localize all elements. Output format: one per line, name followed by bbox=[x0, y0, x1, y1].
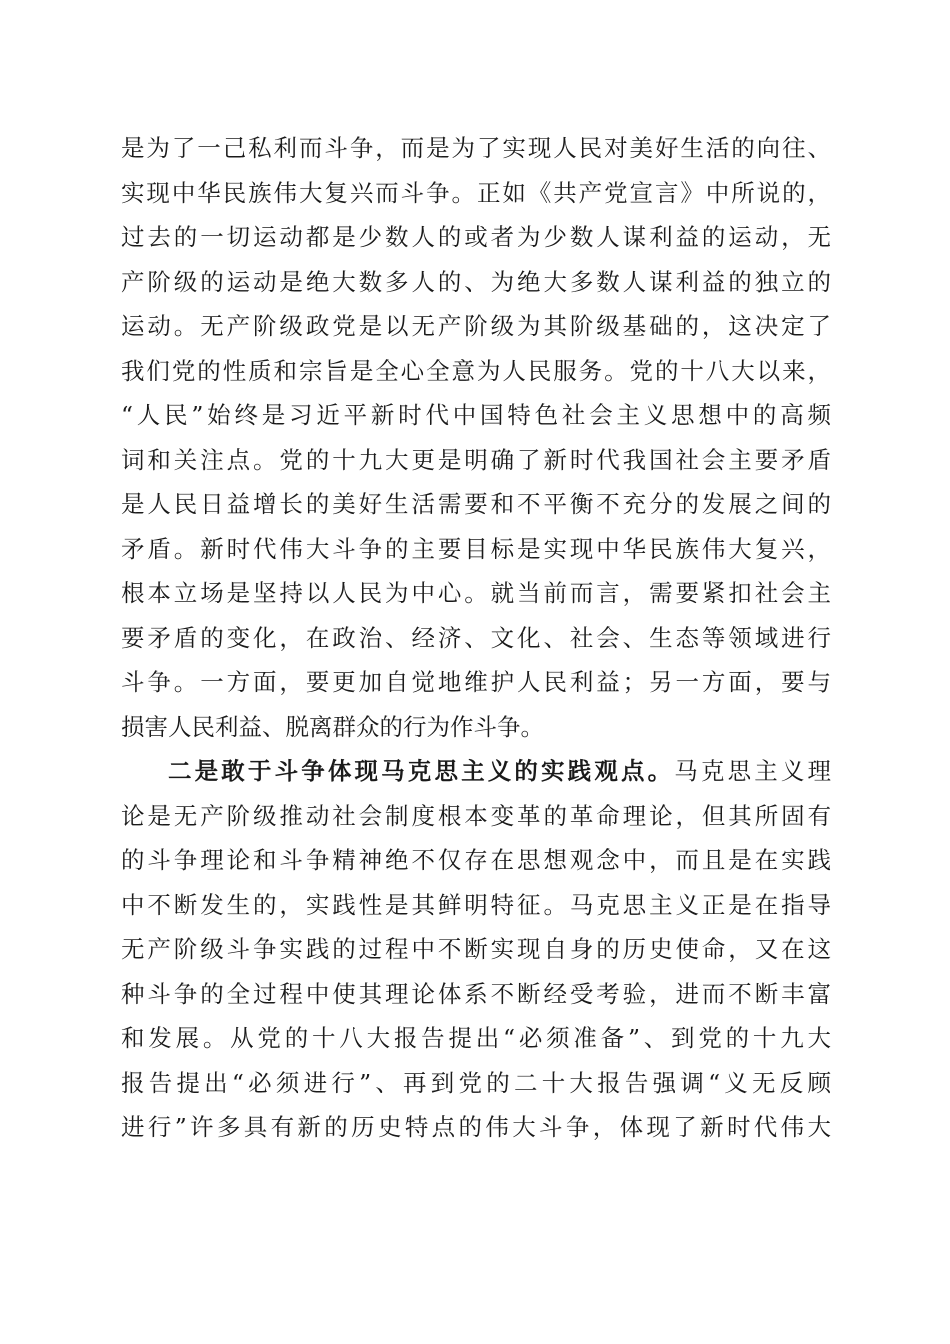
text-line: 和发展。从党的十八大报告提出“必须准备”、到党的十九大 bbox=[121, 1024, 831, 1052]
text-line-first bbox=[121, 749, 831, 794]
text-line: 进行”许多具有新的历史特点的伟大斗争，体现了新时代伟大 bbox=[121, 1113, 831, 1141]
body-text bbox=[121, 126, 831, 1150]
text-line: 矛盾。新时代伟大斗争的主要目标是实现中华民族伟大复兴， bbox=[121, 534, 831, 563]
text-line: 种斗争的全过程中使其理论体系不断经受考验，进而不断丰富 bbox=[121, 979, 831, 1008]
text-line-rest: 马克思主义理 bbox=[674, 757, 831, 785]
text-line: 无产阶级斗争实践的过程中不断实现自身的历史使命，又在这 bbox=[121, 935, 831, 963]
text-line: 运动。无产阶级政党是以无产阶级为其阶级基础的，这决定了 bbox=[121, 312, 831, 340]
text-line: 要矛盾的变化，在政治、经济、文化、社会、生态等领域进行 bbox=[121, 623, 831, 652]
paragraph-lead-heading: 二是敢于斗争体现马克思主义的实践观点。 bbox=[168, 757, 675, 785]
text-line: 论是无产阶级推动社会制度根本变革的革命理论，但其所固有 bbox=[121, 801, 831, 830]
text-line: 中不断发生的，实践性是其鲜明特征。马克思主义正是在指导 bbox=[121, 890, 831, 919]
text-line: 根本立场是坚持以人民为中心。就当前而言，需要紧扣社会主 bbox=[121, 579, 831, 607]
text-line: 的斗争理论和斗争精神绝不仅存在思想观念中，而且是在实践 bbox=[121, 846, 831, 874]
text-line: 损害人民利益、脱离群众的行为作斗争。 bbox=[121, 712, 544, 741]
paragraph-1 bbox=[121, 126, 831, 749]
text-line: 报告提出“必须进行”、再到党的二十大报告强调“义无反顾 bbox=[121, 1068, 831, 1097]
text-line: 过去的一切运动都是少数人的或者为少数人谋利益的运动，无 bbox=[121, 223, 831, 251]
text-line: 我们党的性质和宗旨是全心全意为人民服务。党的十八大以来， bbox=[121, 356, 831, 385]
text-line: 是为了一己私利而斗争，而是为了实现人民对美好生活的向往、 bbox=[121, 134, 831, 162]
text-line: “人民”始终是习近平新时代中国特色社会主义思想中的高频 bbox=[121, 401, 831, 429]
text-line: 实现中华民族伟大复兴而斗争。正如《共产党宣言》中所说的， bbox=[121, 178, 831, 207]
paragraph-2 bbox=[121, 749, 831, 1150]
text-line: 词和关注点。党的十九大更是明确了新时代我国社会主要矛盾 bbox=[121, 445, 831, 474]
text-line: 斗争。一方面，要更加自觉地维护人民利益；另一方面，要与 bbox=[121, 668, 831, 696]
text-line: 产阶级的运动是绝大数多人的、为绝大多数人谋利益的独立的 bbox=[121, 267, 831, 296]
text-line: 是人民日益增长的美好生活需要和不平衡不充分的发展之间的 bbox=[121, 490, 831, 518]
